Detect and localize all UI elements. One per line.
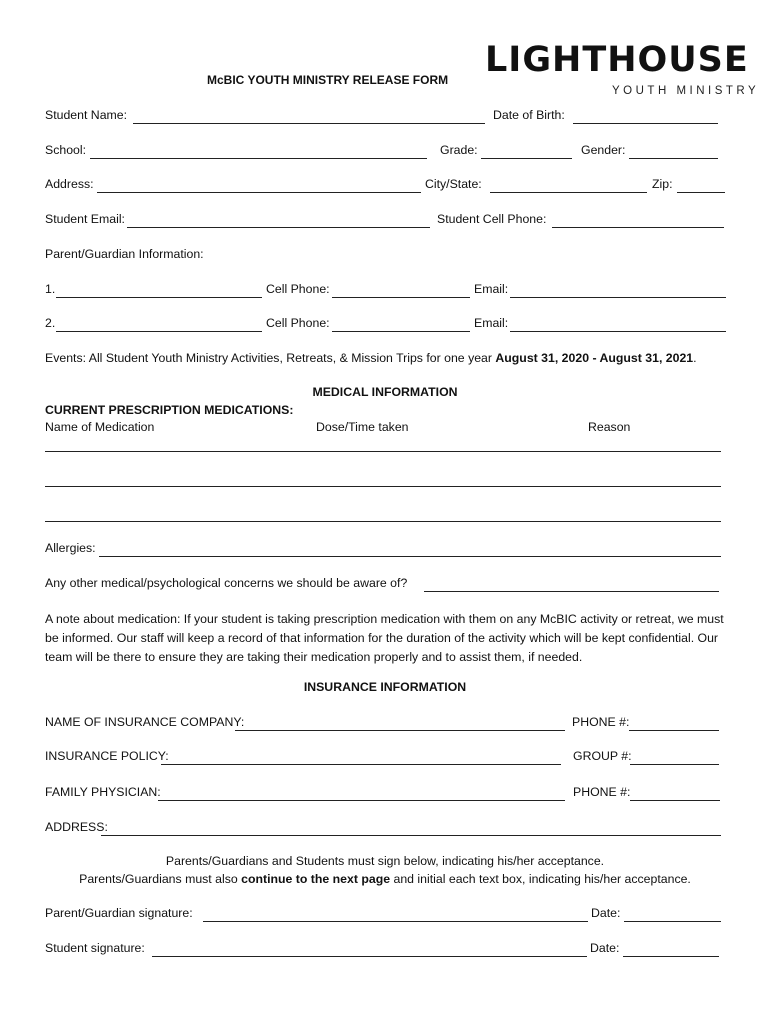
gender-label: Gender: [581,143,626,157]
instruction2-bold: continue to the next page [241,872,391,886]
parent-signature-field[interactable] [203,921,588,922]
parent1-cell-label: Cell Phone: [266,282,330,296]
parent1-cell-field[interactable] [332,297,470,298]
grade-label: Grade: [440,143,478,157]
medication-note: A note about medication: If your student is taking prescription medication with them on any McBIC activity or retreat, we must be informed. Our staff will keep a record of that information for the duration of the activity which will be kept confidential. Our team will be there to ensure they are taking their medication properly and to assist them, if needed. [45,612,724,664]
zip-label: Zip: [652,177,673,191]
prescriptions-heading: CURRENT PRESCRIPTION MEDICATIONS: [45,403,294,417]
student-signature-label: Student signature: [45,941,145,955]
student-email-field[interactable] [127,227,430,228]
parent1-email-label: Email: [474,282,509,296]
allergies-label: Allergies: [45,541,96,555]
col-reason: Reason [588,420,631,434]
student-name-label: Student Name: [45,108,128,122]
student-cell-label: Student Cell Phone: [437,212,547,226]
parent-date-label: Date: [591,906,621,920]
parent1-email-field[interactable] [510,297,726,298]
parent2-email-label: Email: [474,316,509,330]
parent1-name-field[interactable] [56,297,262,298]
instruction2-suffix: and initial each text box, indicating his/her acceptance. [390,872,691,886]
dob-field[interactable] [573,123,718,124]
gender-field[interactable] [629,158,718,159]
student-date-field[interactable] [623,956,719,957]
instruction2-prefix: Parents/Guardians must also [79,872,242,886]
parent2-email-field[interactable] [510,331,726,332]
medication-line-1[interactable] [45,451,721,452]
physician-phone-field[interactable] [630,800,720,801]
grade-field[interactable] [481,158,572,159]
student-email-label: Student Email: [45,212,125,226]
allergies-field[interactable] [99,556,721,557]
signature-instruction-1: Parents/Guardians and Students must sign below, indicating his/her acceptance. [165,854,605,868]
events-text [45,351,697,365]
col-medication-name: Name of Medication [45,420,155,434]
parent2-name-field[interactable] [56,331,262,332]
logo-subtext: YOUTH MINISTRY [612,85,760,97]
parent2-cell-label: Cell Phone: [266,316,330,330]
events-prefix: Events: All Student Youth Ministry Activities, Retreats, & Mission Trips for one year [45,351,496,365]
physician-label: FAMILY PHYSICIAN: [45,785,161,799]
insurance-policy-field[interactable] [161,764,561,765]
parent2-number: 2. [45,316,56,330]
student-date-label: Date: [590,941,620,955]
events-suffix: . [693,351,697,365]
signature-instruction-2 [0,872,770,886]
zip-field[interactable] [677,192,725,193]
form-title: McBIC YOUTH MINISTRY RELEASE FORM [207,73,449,87]
insurance-address-label: ADDRESS: [45,820,108,834]
insurance-company-field[interactable] [235,730,565,731]
address-field[interactable] [97,192,421,193]
insurance-address-field[interactable] [101,835,721,836]
parent1-number: 1. [45,282,56,296]
insurance-heading: INSURANCE INFORMATION [303,680,467,694]
insurance-phone-field[interactable] [629,730,719,731]
city-state-field[interactable] [490,192,647,193]
medication-line-3[interactable] [45,521,721,522]
group-field[interactable] [630,764,719,765]
parent2-cell-field[interactable] [332,331,470,332]
student-signature-field[interactable] [152,956,587,957]
student-name-field[interactable] [133,123,485,124]
dob-label: Date of Birth: [493,108,565,122]
group-label: GROUP #: [573,749,632,763]
col-dose-time: Dose/Time taken [316,420,409,434]
insurance-phone-label: PHONE #: [572,715,630,729]
physician-phone-label: PHONE #: [573,785,631,799]
parent-signature-label: Parent/Guardian signature: [45,906,193,920]
physician-field[interactable] [158,800,565,801]
medical-heading: MEDICAL INFORMATION [312,385,458,399]
student-cell-field[interactable] [552,227,724,228]
city-state-label: City/State: [425,177,482,191]
logo-wordmark: LIGHTHOUSE [485,40,749,80]
insurance-company-label: NAME OF INSURANCE COMPANY: [45,715,245,729]
parent-date-field[interactable] [624,921,721,922]
school-label: School: [45,143,87,157]
medication-line-2[interactable] [45,486,721,487]
concerns-label: Any other medical/psychological concerns we should be aware of? [45,576,408,590]
concerns-field[interactable] [424,591,719,592]
address-label: Address: [45,177,94,191]
parent-section-label: Parent/Guardian Information: [45,247,204,261]
school-field[interactable] [90,158,427,159]
events-dates: August 31, 2020 - August 31, 2021 [495,351,694,365]
insurance-policy-label: INSURANCE POLICY: [45,749,169,763]
